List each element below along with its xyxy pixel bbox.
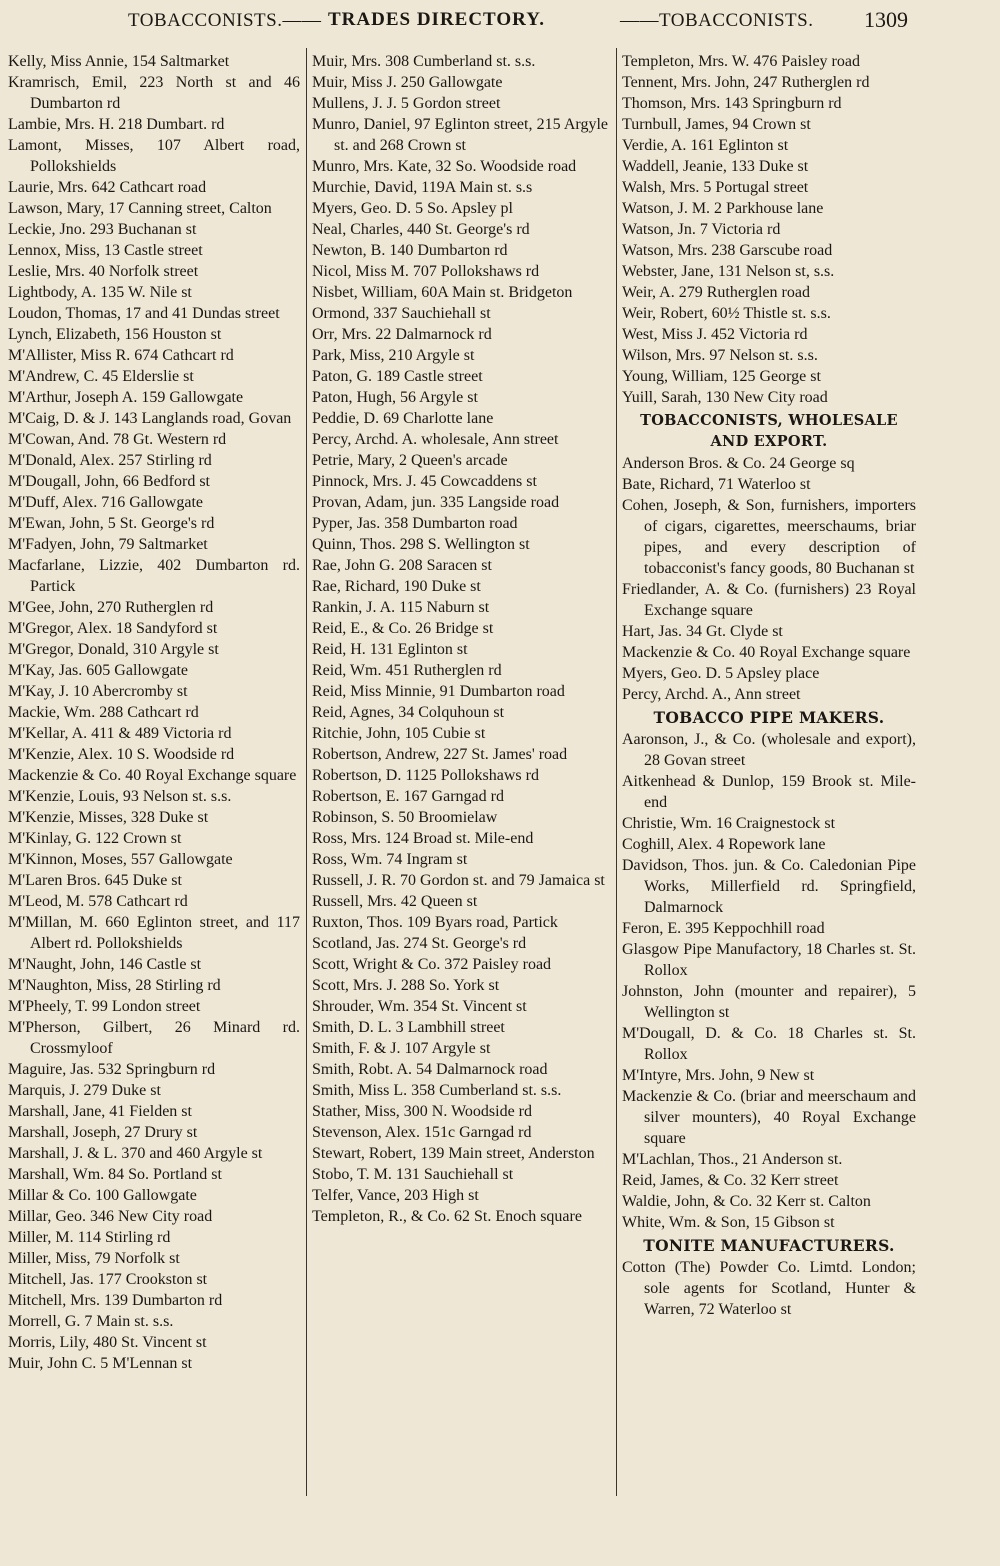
directory-entry: Anderson Bros. & Co. 24 George sq [622,455,855,472]
directory-entry: Paton, Hugh, 56 Argyle st [312,389,478,406]
directory-entry: Kramrisch, Emil, 223 North st and 46 Dumbarton rd [8,74,300,112]
directory-entry: Park, Miss, 210 Argyle st [312,347,475,364]
directory-entry: M'Caig, D. & J. 143 Langlands road, Govan [8,410,292,427]
directory-entry: Glasgow Pipe Manufactory, 18 Charles st. St. Rollox [622,941,916,979]
directory-entry: Young, William, 125 George st [622,368,821,385]
directory-entry: M'Kinnon, Moses, 557 Gallowgate [8,851,233,868]
column-3 [622,51,916,1320]
header-right: ——TOBACCONISTS. [620,10,814,31]
directory-entry: Reid, H. 131 Eglinton st [312,641,468,658]
directory-entry: Johnston, John (mounter and repairer), 5 Wellington st [622,983,916,1021]
directory-entry: Quinn, Thos. 298 S. Wellington st [312,536,530,553]
directory-entry: M'Lachlan, Thos., 21 Anderson st. [622,1151,843,1168]
directory-entry: West, Miss J. 452 Victoria rd [622,326,808,343]
directory-entry: M'Leod, M. 578 Cathcart rd [8,893,188,910]
directory-entry: M'Pheely, T. 99 London street [8,998,201,1015]
directory-entry: Laurie, Mrs. 642 Cathcart road [8,179,207,196]
directory-entry: Paton, G. 189 Castle street [312,368,483,385]
directory-entry: Munro, Daniel, 97 Eglinton street, 215 Argyle st. and 268 Crown st [312,116,608,154]
directory-entry: M'Fadyen, John, 79 Saltmarket [8,536,208,553]
directory-entry: M'Kenzie, Misses, 328 Duke st [8,809,209,826]
directory-entry: Marshall, Joseph, 27 Drury st [8,1124,198,1141]
directory-entry: Bate, Richard, 71 Waterloo st [622,476,811,493]
directory-entry: Neal, Charles, 440 St. George's rd [312,221,530,238]
running-header [0,6,1000,40]
directory-entry: Lynch, Elizabeth, 156 Houston st [8,326,222,343]
directory-entry: Verdie, A. 161 Eglinton st [622,137,789,154]
section-heading-pipe-makers: TOBACCO PIPE MAKERS. [653,708,885,727]
directory-entry: Smith, F. & J. 107 Argyle st [312,1040,491,1057]
directory-entry: M'Cowan, And. 78 Gt. Western rd [8,431,227,448]
directory-entry: M'Naught, John, 146 Castle st [8,956,202,973]
directory-entry: Reid, Agnes, 34 Colquhoun st [312,704,505,721]
directory-entry: Weir, A. 279 Rutherglen road [622,284,810,301]
directory-entry: Telfer, Vance, 203 High st [312,1187,479,1204]
directory-entry: Reid, James, & Co. 32 Kerr street [622,1172,839,1189]
directory-entry: M'Gregor, Donald, 310 Argyle st [8,641,219,658]
directory-entry: M'Intyre, Mrs. John, 9 New st [622,1067,815,1084]
directory-entry: Aaronson, J., & Co. (wholesale and export), 28 Govan street [622,731,916,769]
directory-entry: Christie, Wm. 16 Craignestock st [622,815,836,832]
directory-entry: M'Naughton, Miss, 28 Stirling rd [8,977,221,994]
directory-entry: M'Allister, Miss R. 674 Cathcart rd [8,347,234,364]
directory-entry: M'Pherson, Gilbert, 26 Minard rd. Crossmyloof [8,1019,300,1057]
directory-entry: Robinson, S. 50 Broomielaw [312,809,498,826]
directory-entry: Weir, Robert, 60½ Thistle st. s.s. [622,305,831,322]
header-title: TRADES DIRECTORY. [328,9,545,30]
directory-entry: Mackenzie & Co. 40 Royal Exchange square [622,644,911,661]
directory-entry: Percy, Archd. A. wholesale, Ann street [312,431,559,448]
directory-entry: Yuill, Sarah, 130 New City road [622,389,828,406]
directory-entry: Coghill, Alex. 4 Ropework lane [622,836,826,853]
directory-entry: Lamont, Misses, 107 Albert road, Pollokshields [8,137,300,175]
directory-entry: Ormond, 337 Sauchiehall st [312,305,491,322]
directory-entry: M'Duff, Alex. 716 Gallowgate [8,494,203,511]
directory-entry: Murchie, David, 119A Main st. s.s [312,179,533,196]
directory-entry: Millar, Geo. 346 New City road [8,1208,213,1225]
column-1 [8,51,300,1374]
directory-entry: M'Donald, Alex. 257 Stirling rd [8,452,212,469]
directory-entry: Miller, Miss, 79 Norfolk st [8,1250,180,1267]
directory-entry: M'Kay, J. 10 Abercromby st [8,683,188,700]
directory-entry: Scotland, Jas. 274 St. George's rd [312,935,527,952]
directory-entry: Mackie, Wm. 288 Cathcart rd [8,704,199,721]
directory-entry: Mitchell, Jas. 177 Crookston st [8,1271,208,1288]
directory-entry: M'Dougall, John, 66 Bedford st [8,473,210,490]
section-heading-tonite: TONITE MANUFACTURERS. [643,1236,895,1255]
column-divider-1 [306,48,307,1496]
page-number: 1309 [864,7,908,32]
directory-entry: Munro, Mrs. Kate, 32 So. Woodside road [312,158,577,175]
directory-entry: Kelly, Miss Annie, 154 Saltmarket [8,53,230,70]
directory-entry: Ruxton, Thos. 109 Byars road, Partick [312,914,558,931]
directory-entry: Robertson, E. 167 Garngad rd [312,788,504,805]
directory-entry: Morris, Lily, 480 St. Vincent st [8,1334,207,1351]
directory-entry: Ross, Wm. 74 Ingram st [312,851,468,868]
directory-entry: Provan, Adam, jun. 335 Langside road [312,494,560,511]
directory-entry: Nisbet, William, 60A Main st. Bridgeton [312,284,573,301]
directory-entry: Muir, Mrs. 308 Cumberland st. s.s. [312,53,536,70]
directory-entry: Reid, Wm. 451 Rutherglen rd [312,662,502,679]
directory-entry: Templeton, Mrs. W. 476 Paisley road [622,53,860,70]
directory-entry: M'Gregor, Alex. 18 Sandyford st [8,620,218,637]
directory-entry: Smith, D. L. 3 Lambhill street [312,1019,505,1036]
directory-entry: Lightbody, A. 135 W. Nile st [8,284,192,301]
directory-entry: Petrie, Mary, 2 Queen's arcade [312,452,508,469]
directory-entry: M'Millan, M. 660 Eglinton street, and 117 Albert rd. Pollokshields [8,914,300,952]
directory-entry: M'Dougall, D. & Co. 18 Charles st. St. Rollox [622,1025,916,1063]
directory-entry: M'Kinlay, G. 122 Crown st [8,830,182,847]
directory-entry: Mitchell, Mrs. 139 Dumbarton rd [8,1292,223,1309]
directory-entry: M'Laren Bros. 645 Duke st [8,872,182,889]
directory-entry: Stewart, Robert, 139 Main street, Anderston [312,1145,595,1162]
directory-entry: Webster, Jane, 131 Nelson st, s.s. [622,263,835,280]
directory-entry: M'Kenzie, Louis, 93 Nelson st. s.s. [8,788,232,805]
directory-entry: Millar & Co. 100 Gallowgate [8,1187,197,1204]
directory-entry: Watson, J. M. 2 Parkhouse lane [622,200,824,217]
directory-entry: Cotton (The) Powder Co. Limtd. London; sole agents for Scotland, Hunter & Warren, 72 Waterloo st [622,1259,916,1318]
directory-entry: Marshall, Jane, 41 Fielden st [8,1103,192,1120]
directory-entry: Smith, Robt. A. 54 Dalmarnock road [312,1061,548,1078]
directory-entry: Lawson, Mary, 17 Canning street, Calton [8,200,272,217]
directory-entry: Mullens, J. J. 5 Gordon street [312,95,501,112]
directory-entry: Watson, Jn. 7 Victoria rd [622,221,781,238]
directory-entry: Myers, Geo. D. 5 So. Apsley pl [312,200,513,217]
column-2 [312,51,608,1227]
directory-entry: Templeton, R., & Co. 62 St. Enoch square [312,1208,582,1225]
directory-entry: Tennent, Mrs. John, 247 Rutherglen rd [622,74,870,91]
header-left: TOBACCONISTS.—— [128,10,322,31]
directory-entry: Muir, Miss J. 250 Gallowgate [312,74,503,91]
directory-entry: Feron, E. 395 Keppochhill road [622,920,825,937]
directory-entry: Rae, John G. 208 Saracen st [312,557,492,574]
directory-entry: Watson, Mrs. 238 Garscube road [622,242,833,259]
directory-entry: Scott, Mrs. J. 288 So. York st [312,977,500,994]
directory-entry: Marshall, J. & L. 370 and 460 Argyle st [8,1145,263,1162]
directory-entry: Leslie, Mrs. 40 Norfolk street [8,263,199,280]
directory-entry: Myers, Geo. D. 5 Apsley place [622,665,820,682]
directory-entry: Miller, M. 114 Stirling rd [8,1229,171,1246]
directory-entry: Cohen, Joseph, & Son, furnishers, importers of cigars, cigarettes, meerschaums, briar pipes, and every description of tobacconist's fancy goods, 80 Buchanan st [622,497,916,577]
directory-entry: Waddell, Jeanie, 133 Duke st [622,158,809,175]
directory-entry: Ross, Mrs. 124 Broad st. Mile-end [312,830,534,847]
directory-entry: Thomson, Mrs. 143 Springburn rd [622,95,842,112]
directory-entry: Turnbull, James, 94 Crown st [622,116,811,133]
directory-entry: M'Ewan, John, 5 St. George's rd [8,515,215,532]
directory-entry: M'Kay, Jas. 605 Gallowgate [8,662,189,679]
directory-entry: M'Andrew, C. 45 Elderslie st [8,368,194,385]
directory-entry: White, Wm. & Son, 15 Gibson st [622,1214,835,1231]
directory-entry: Waldie, John, & Co. 32 Kerr st. Calton [622,1193,871,1210]
directory-entry: Percy, Archd. A., Ann street [622,686,801,703]
directory-entry: Newton, B. 140 Dumbarton rd [312,242,508,259]
directory-entry: Rae, Richard, 190 Duke st [312,578,481,595]
directory-entry: Reid, E., & Co. 26 Bridge st [312,620,494,637]
directory-entry: Wilson, Mrs. 97 Nelson st. s.s. [622,347,818,364]
directory-entry: Maguire, Jas. 532 Springburn rd [8,1061,216,1078]
directory-entry: Hart, Jas. 34 Gt. Clyde st [622,623,783,640]
directory-entry: Macfarlane, Lizzie, 402 Dumbarton rd. Partick [8,557,300,595]
directory-entry: Mackenzie & Co. 40 Royal Exchange square [8,767,297,784]
directory-entry: Peddie, D. 69 Charlotte lane [312,410,494,427]
directory-entry: Lambie, Mrs. H. 218 Dumbart. rd [8,116,225,133]
directory-entry: Robertson, D. 1125 Pollokshaws rd [312,767,539,784]
directory-entry: Pyper, Jas. 358 Dumbarton road [312,515,518,532]
directory-entry: Loudon, Thomas, 17 and 41 Dundas street [8,305,280,322]
directory-entry: M'Arthur, Joseph A. 159 Gallowgate [8,389,244,406]
directory-entry: Reid, Miss Minnie, 91 Dumbarton road [312,683,565,700]
directory-entry: Aitkenhead & Dunlop, 159 Brook st. Mile-end [622,773,916,811]
directory-entry: M'Kellar, A. 411 & 489 Victoria rd [8,725,232,742]
directory-entry: Rankin, J. A. 115 Naburn st [312,599,490,616]
section-heading-wholesale: TOBACCONISTS, WHOLESALE AND EXPORT. [640,412,898,450]
directory-entry: Russell, Mrs. 42 Queen st [312,893,478,910]
directory-entry: Stather, Miss, 300 N. Woodside rd [312,1103,532,1120]
directory-entry: Pinnock, Mrs. J. 45 Cowcaddens st [312,473,537,490]
directory-entry: Russell, J. R. 70 Gordon st. and 79 Jamaica st [312,872,605,889]
directory-entry: Mackenzie & Co. (briar and meerschaum and silver mounters), 40 Royal Exchange square [622,1088,916,1147]
directory-entry: Lennox, Miss, 13 Castle street [8,242,203,259]
directory-entry: Nicol, Miss M. 707 Pollokshaws rd [312,263,540,280]
directory-entry: Friedlander, A. & Co. (furnishers) 23 Royal Exchange square [622,581,916,619]
directory-entry: Leckie, Jno. 293 Buchanan st [8,221,197,238]
directory-entry: Ritchie, John, 105 Cubie st [312,725,486,742]
directory-entry: Marshall, Wm. 84 So. Portland st [8,1166,222,1183]
directory-entry: Davidson, Thos. jun. & Co. Caledonian Pipe Works, Millerfield rd. Springfield, Dalmarnock [622,857,916,916]
column-divider-2 [616,48,617,1496]
directory-entry: Shrouder, Wm. 354 St. Vincent st [312,998,527,1015]
directory-entry: Robertson, Andrew, 227 St. James' road [312,746,568,763]
directory-entry: Marquis, J. 279 Duke st [8,1082,161,1099]
directory-entry: Walsh, Mrs. 5 Portugal street [622,179,809,196]
directory-entry: Muir, John C. 5 M'Lennan st [8,1355,193,1372]
directory-entry: M'Kenzie, Alex. 10 S. Woodside rd [8,746,235,763]
directory-entry: Smith, Miss L. 358 Cumberland st. s.s. [312,1082,562,1099]
directory-entry: Stevenson, Alex. 151c Garngad rd [312,1124,532,1141]
directory-entry: Orr, Mrs. 22 Dalmarnock rd [312,326,492,343]
directory-entry: Scott, Wright & Co. 372 Paisley road [312,956,552,973]
directory-entry: Stobo, T. M. 131 Sauchiehall st [312,1166,514,1183]
directory-entry: Morrell, G. 7 Main st. s.s. [8,1313,174,1330]
directory-entry: M'Gee, John, 270 Rutherglen rd [8,599,214,616]
